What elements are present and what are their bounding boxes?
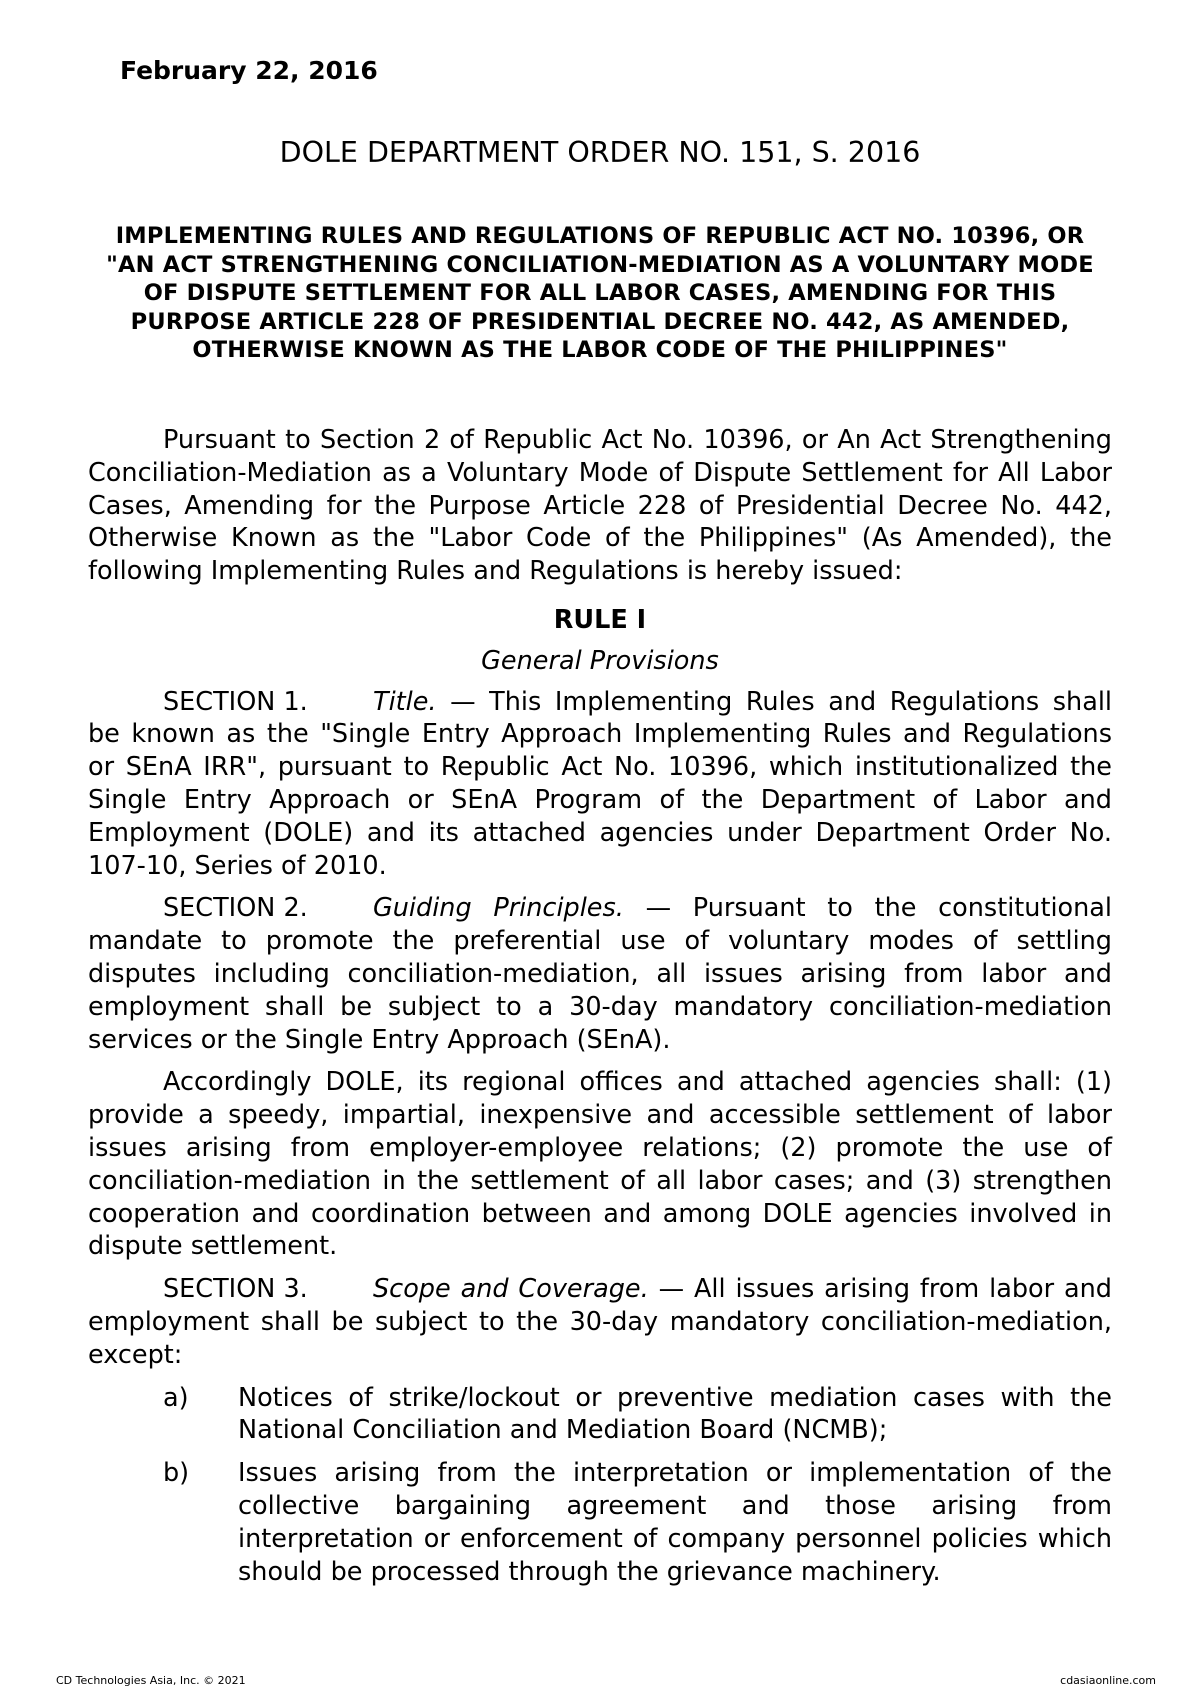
section-2-paragraph [88,892,1112,1056]
section-2-title: Guiding Principles. [373,893,624,924]
preamble-paragraph: Pursuant to Section 2 of Republic Act No. 10396, or An Act Strengthening Conciliation-Mediation as a Voluntary Mode of Dispute Settlement for All Labor Cases, Amending for the Purpose Article 228 of Presidential Decree No. 442, Otherwise Known as the "Labor Code of the Philippines" (As Amended), the following Implementing Rules and Regulations is hereby issued: [88,425,1112,587]
document-date: February 22, 2016 [120,56,378,85]
rule-heading: RULE I [553,604,647,635]
section-3-title: Scope and Coverage. [373,1274,649,1305]
footer-website-link[interactable]: cdasiaonline.com [1060,1674,1156,1687]
exception-item-b [88,1457,1112,1588]
section-2-followup-paragraph: Accordingly DOLE, its regional offices and attached agencies shall: (1) provide a speedy, impartial, inexpensive and accessible settlement of labor issues arising from employer-employee relations; (2) promote the use of conciliation-mediation in the settlement of all labor cases; and (3) strengthen cooperation and coordination between and among DOLE agencies involved in dispute settlement. [88,1067,1112,1262]
section-1-number: SECTION 1. [163,686,308,717]
document-body [88,424,1112,1598]
section-2-number: SECTION 2. [163,893,308,924]
irr-title: IMPLEMENTING RULES AND REGULATIONS OF REPUBLIC ACT NO. 10396, OR "AN ACT STRENGTHENING CONCILIATION-MEDIATION AS A VOLUNTARY MODE OF DISPUTE SETTLEMENT FOR ALL LABOR CASES, AMENDING FOR THIS PURPOSE ARTICLE 228 OF PRESIDENTIAL DECREE NO. 442, AS AMENDED, OTHERWISE KNOWN AS THE LABOR CODE OF THE PHILIPPINES" [106,223,1094,363]
section-1-paragraph [88,686,1112,883]
section-3-paragraph [88,1273,1112,1371]
section-3-text: — All issues arising from labor and employment shall be subject to the 30-day mandatory conciliation-mediation, except: [88,1274,1112,1370]
section-1-text: — This Implementing Rules and Regulations shall be known as the "Single Entry Approach Implementing Rules and Regulations or SEnA IRR", pursuant to Republic Act No. 10396, which institutionalized the Single Entry Approach or SEnA Program of the Department of Labor and Employment (DOLE) and its attached agencies under Department Order No. 107-10, Series of 2010. [88,686,1112,881]
exception-item-a [88,1382,1112,1448]
exception-marker-b: b) [163,1458,190,1489]
exception-marker-a: a) [163,1382,189,1413]
footer-copyright: CD Technologies Asia, Inc. © 2021 [56,1674,246,1687]
section-2-text: — Pursuant to the constitutional mandate to promote the preferential use of voluntary modes of settling disputes including conciliation-mediation, all issues arising from labor and employment shall be subject to a 30-day mandatory conciliation-mediation services or the Single Entry Approach (SEnA). [88,893,1112,1055]
section-3-number: SECTION 3. [163,1274,308,1305]
exception-text-b: Issues arising from the interpretation or implementation of the collective bargaining agreement and those arising from interpretation or enforcement of company personnel policies which should be processed through the grievance machinery. [238,1458,1112,1587]
exception-text-a: Notices of strike/lockout or preventive mediation cases with the National Conciliation and Mediation Board (NCMB); [238,1382,1112,1446]
order-title: DOLE DEPARTMENT ORDER NO. 151, S. 2016 [279,136,921,169]
section-1-title: Title. [373,686,437,717]
rule-subheading: General Provisions [481,645,719,676]
